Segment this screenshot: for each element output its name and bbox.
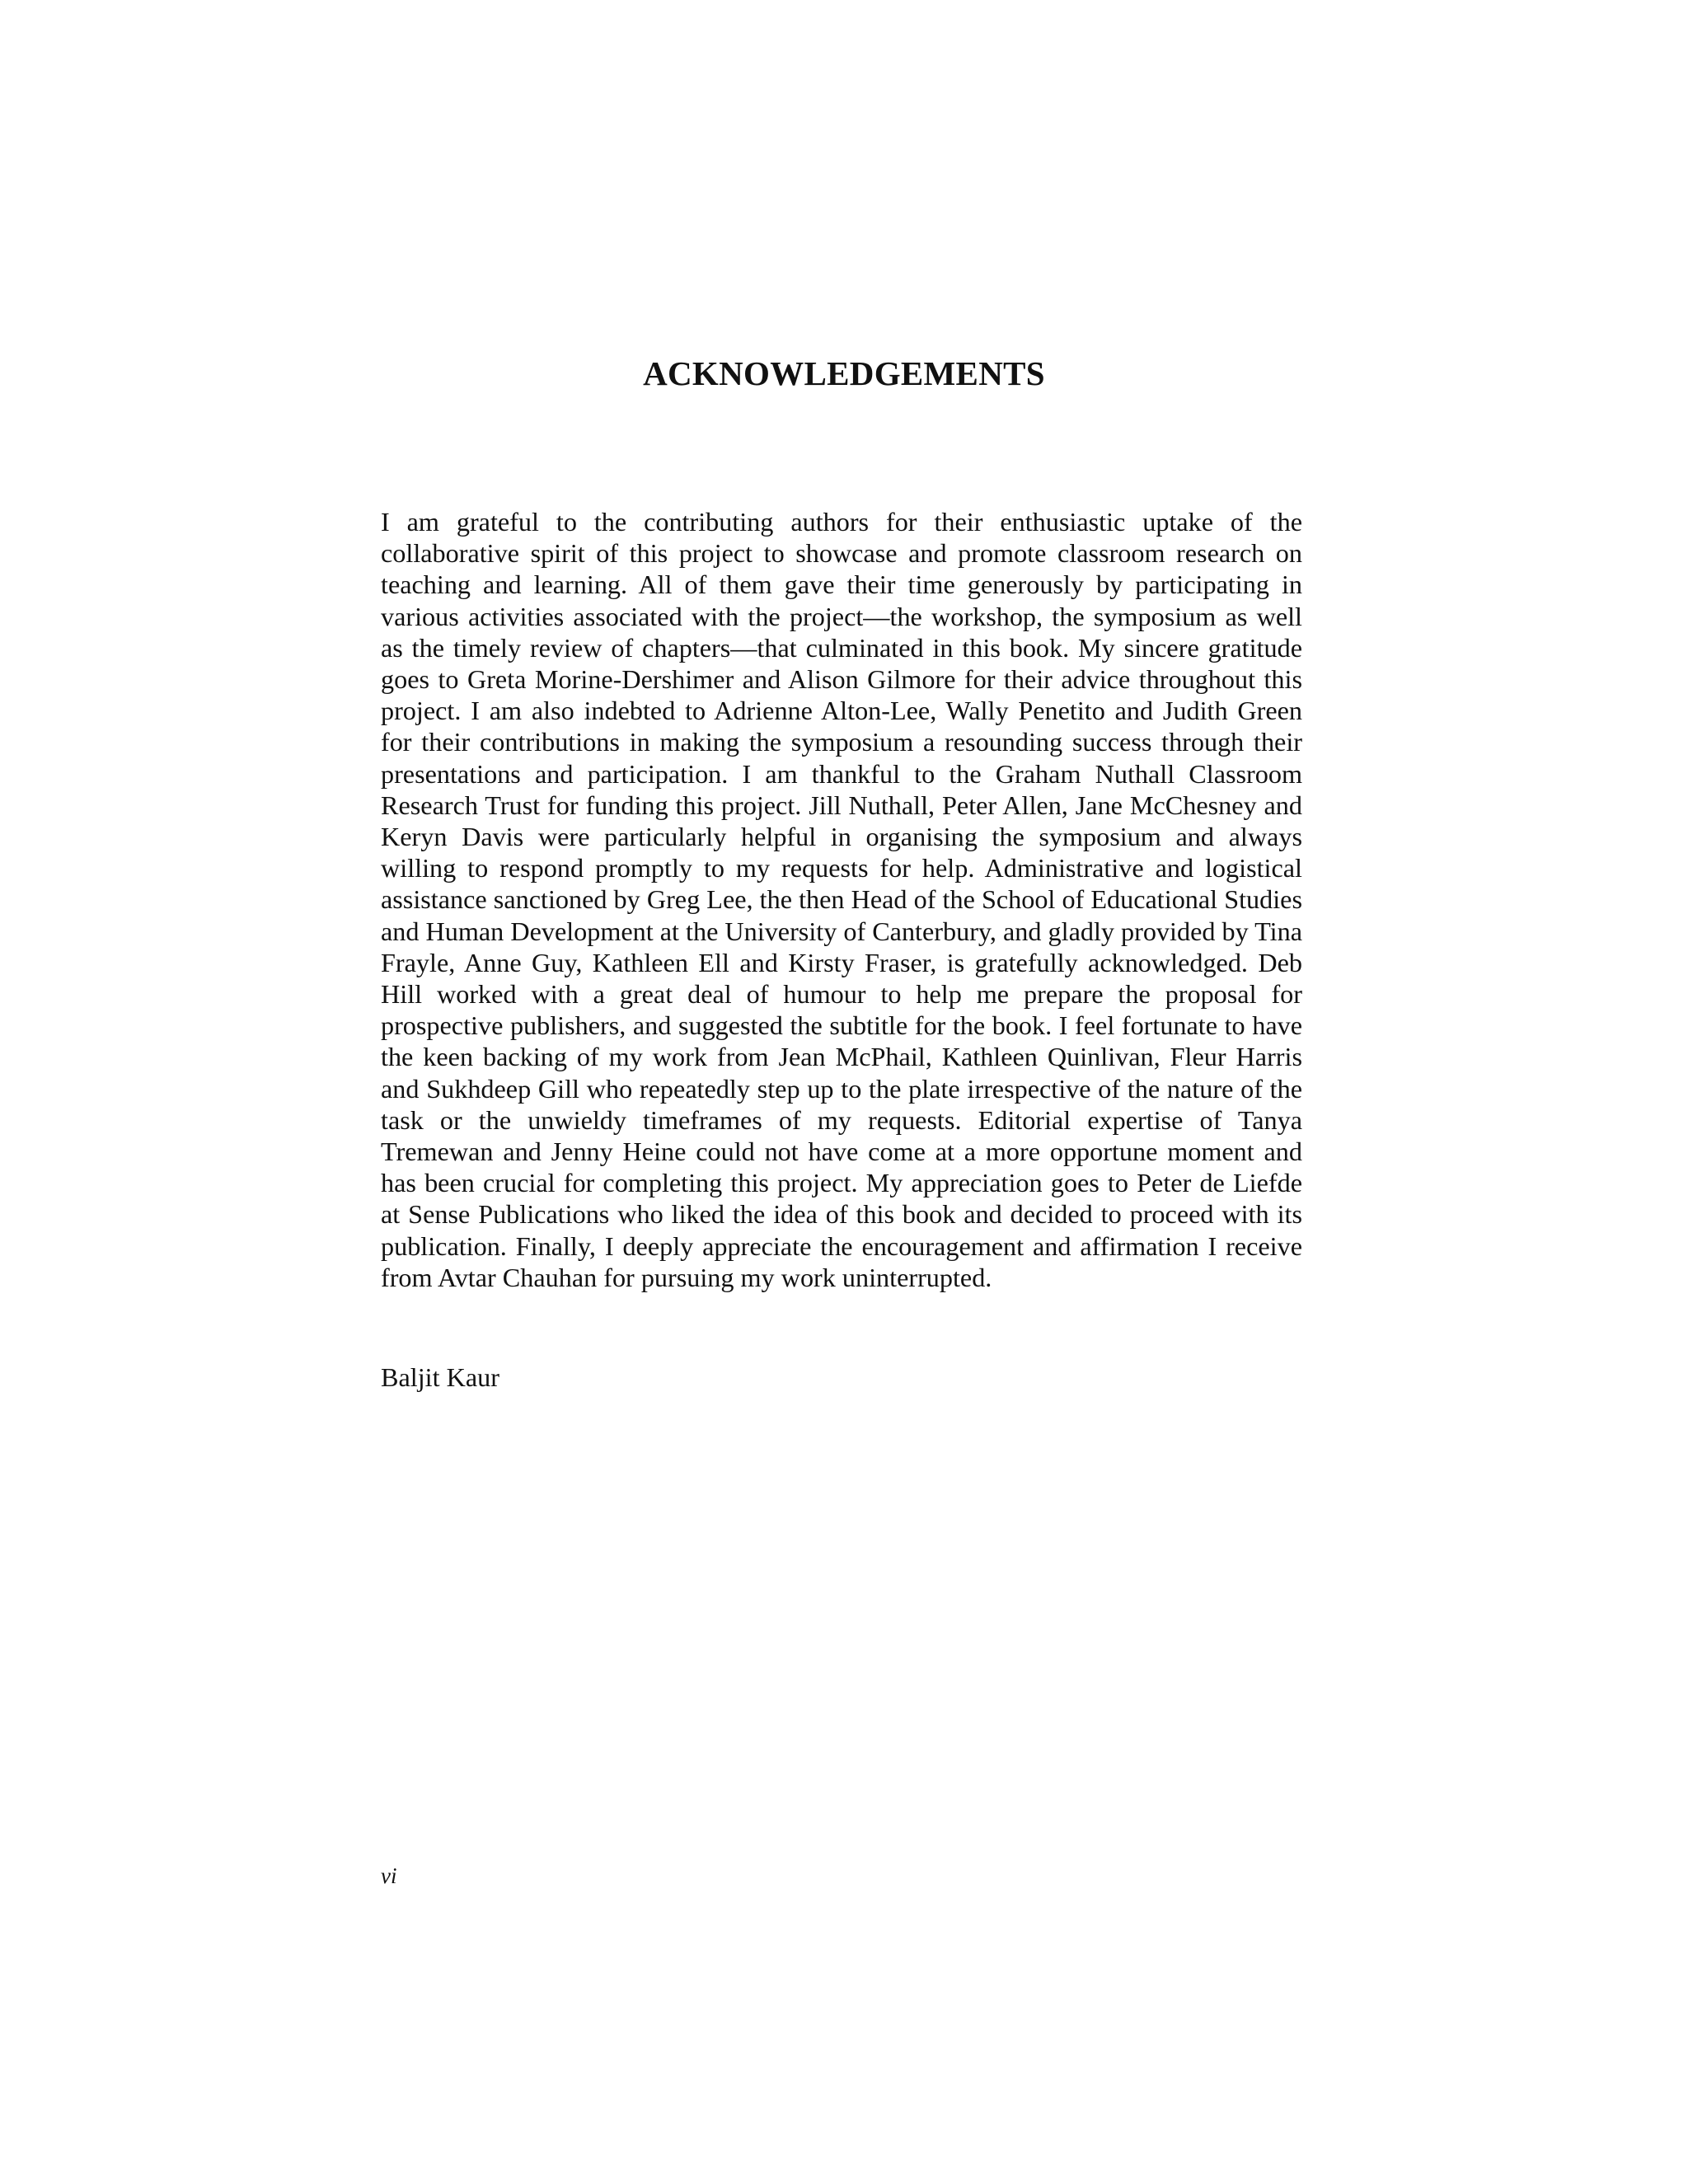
acknowledgements-paragraph: I am grateful to the contributing authors for their enthusiastic uptake of the collaborative spirit of this project to showcase and promote classroom research on teaching and learning. All of them gave their time generously by participating in various activities associated with the project—the workshop, the symposium as well as the timely review of chapters—that culminated in this book. My sincere gratitude goes to Greta Morine-Dershimer and Alison Gilmore for their advice throughout this project. I am also indebted to Adrienne Alton-Lee, Wally Penetito and Judith Green for their contributions in making the symposium a resounding success through their presentations and participation. I am thankful to the Graham Nuthall Classroom Research Trust for funding this project. Jill Nuthall, Peter Allen, Jane McChesney and Keryn Davis were particularly helpful in organising the symposium and always willing to respond promptly to my requests for help. Administrative and logistical assistance sanctioned by Greg Lee, the then Head of the School of Educational Studies and Human Development at the University of Canterbury, and gladly provided by Tina Frayle, Anne Guy, Kathleen Ell and Kirsty Fraser, is gratefully acknowledged. Deb Hill worked with a great deal of humour to help me prepare the proposal for prospective publishers, and suggested the subtitle for the book. I feel fortunate to have the keen backing of my work from Jean McPhail, Kathleen Quinlivan, Fleur Harris and Sukhdeep Gill who repeatedly step up to the plate irrespective of the nature of the task or the unwieldy timeframes of my requests. Editorial expertise of Tanya Tremewan and Jenny Heine could not have come at a more opportune moment and has been crucial for completing this project. My appreciation goes to Peter de Liefde at Sense Publications who liked the idea of this book and decided to proceed with its publication. Finally, I deeply appreciate the encouragement and affirmation I receive from Avtar Chauhan for pursuing my work uninterrupted. <box>381 507 1302 1292</box>
page-title: ACKNOWLEDGEMENTS <box>643 354 1045 392</box>
page-number: vi <box>381 1863 397 1888</box>
author-signature: Baljit Kaur <box>381 1362 499 1392</box>
